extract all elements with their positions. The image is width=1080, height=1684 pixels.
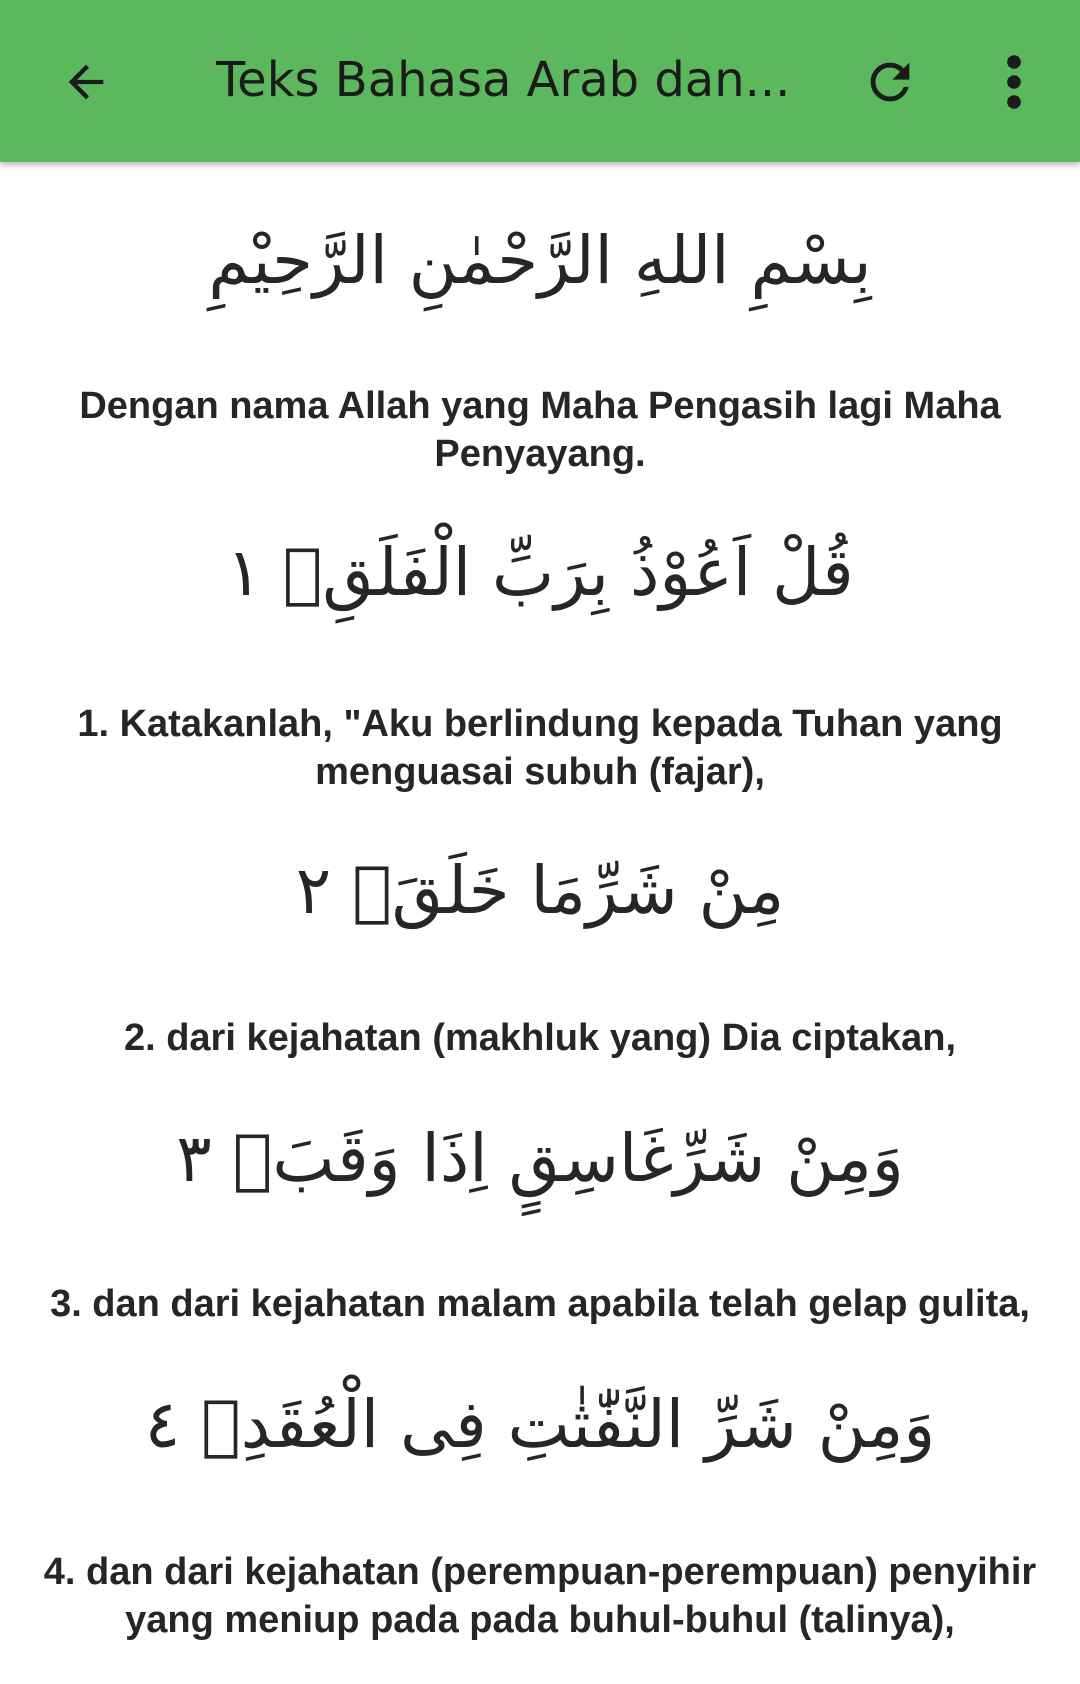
more-vertical-icon — [1004, 54, 1024, 110]
back-button[interactable] — [54, 50, 118, 114]
app-bar — [0, 0, 1080, 162]
arrow-left-icon — [60, 56, 112, 108]
page-title: Teks Bahasa Arab dan... — [216, 52, 791, 108]
verse-translation-3: 3. dan dari kejahatan malam apabila telah gelap gulita, — [50, 1283, 1030, 1325]
refresh-icon — [861, 53, 919, 111]
verse-arabic-2: مِنْ شَرِّمَا خَلَقَۙ ٢ — [295, 852, 785, 929]
more-options-button[interactable] — [986, 48, 1042, 116]
verse-arabic-basmala: بِسْمِ اللهِ الرَّحْمٰنِ الرَّحِيْمِ — [208, 222, 872, 299]
verse-arabic-4: وَمِنْ شَرِّ النَّفّٰثٰتِ فِى الْعُقَدِۙ ٤ — [144, 1386, 936, 1463]
verse-translation-2: 2. dari kejahatan (makhluk yang) Dia ciptakan, — [123, 1017, 957, 1059]
surah-content — [0, 162, 1080, 1684]
verse-translation-1: 1. Katakanlah, "Aku berlindung kepada Tuhan yang menguasai subuh (fajar), — [77, 703, 1003, 793]
verse-arabic-3: وَمِنْ شَرِّغَاسِقٍ اِذَا وَقَبَۙ ٣ — [176, 1120, 904, 1197]
verse-translation-4: 4. dan dari kejahatan (perempuan-perempuan) penyihir yang meniup pada pada buhul-buhul (talinya), — [43, 1551, 1037, 1641]
verse-translation-basmala: Dengan nama Allah yang Maha Pengasih lagi Maha Penyayang. — [79, 385, 1001, 475]
refresh-button[interactable] — [856, 48, 924, 116]
verse-arabic-1: قُلْ اَعُوْذُ بِرَبِّ الْفَلَقِۙ ١ — [226, 534, 854, 611]
